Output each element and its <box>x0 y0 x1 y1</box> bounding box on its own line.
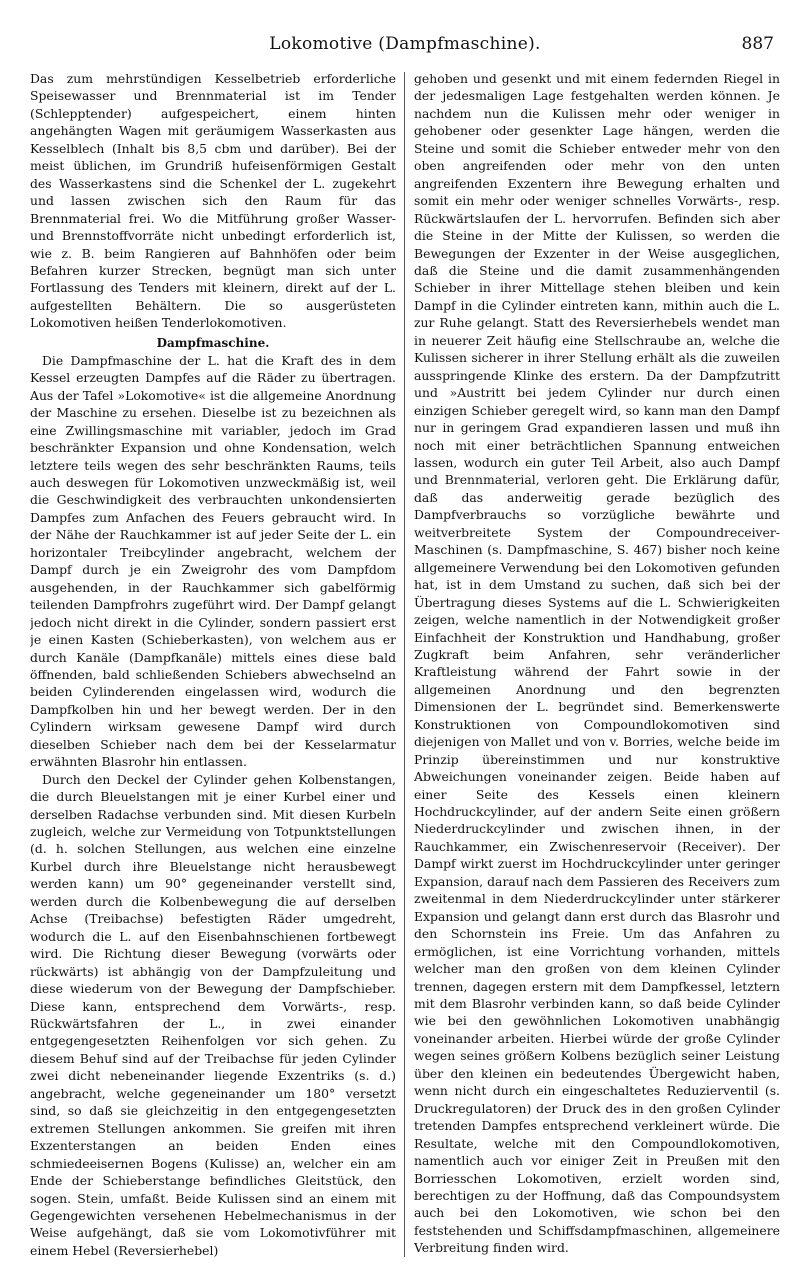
left-column <box>30 70 396 1260</box>
page-title: Lokomotive (Dampfmaschine). <box>269 34 541 54</box>
column-divider <box>404 72 405 1257</box>
paragraph: Das zum mehrstündigen Kesselbetrieb erforderliche Speisewasser und Brennmaterial ist im Tender (Schlepptender) aufgespeichert, einem hinten angehängten Wagen mit geräumigem Wasserkasten aus Kesselblech (Inhalt bis 8,5 cbm und darüber). Bei der meist üblichen, im Grundriß hufeisenförmigen Gestalt des Wasserkastens sind die Schenkel der L. zugekehrt und lassen zwischen sich den Raum für das Brennmaterial frei. Wo die Mitführung großer Wasser- und Brennstoffvorräte nicht unbedingt erforderlich ist, wie z. B. beim Rangieren auf Bahnhöfen oder beim Befahren kurzer Strecken, begnügt man sich unter Fortlassung des Tenders mit kleinern, direkt auf der L. aufgestellten Behältern. Die so ausgerüsteten Lokomotiven heißen Tenderlokomotiven. <box>30 71 396 331</box>
page-number: 887 <box>741 34 774 54</box>
paragraph: gehoben und gesenkt und mit einem federnden Riegel in der jedesmaligen Lage festgehalten werden können. Je nachdem nun die Kulissen mehr oder weniger in gehobener oder gesenkter Lage hängen, werden die Steine und somit die Schieber entweder mehr von den oben angreifenden oder mehr von den unten angreifenden Exzentern ihre Bewegung erhalten und somit ein mehr oder weniger schnelles Vorwärts-, resp. Rückwärtslaufen der L. hervorrufen. Befinden sich aber die Steine in der Mitte der Kulissen, so werden die Bewegungen der Exzenter in der Weise ausgeglichen, daß die Steine und die damit zusammenhängenden Schieber in ihrer Mittellage stehen bleiben und kein Dampf in die Cylinder eintreten kann, mithin auch die L. zur Ruhe gelangt. Statt des Reversierhebels wendet man in neuerer Zeit häufig eine Stellschraube an, welche die Kulissen sicherer in ihrer Stellung erhält als die zuweilen ausspringende Klinke des erstern. Da der Dampfzutritt und »Austritt bei jedem Cylinder nur durch einen einzigen Schieber geregelt wird, so kann man den Dampf nur in geringem Grad expandieren lassen und muß ihn noch mit einer beträchtlichen Spannung entweichen lassen, wodurch ein guter Teil Arbeit, also auch Dampf und Brennmaterial, verloren geht. Die Erklärung dafür, daß das anderweitig gerade bezüglich des Dampfverbrauchs so vorzügliche bewährte und weitverbreitete System der Compoundreceiver-Maschinen (s. Dampfmaschine, S. 467) bisher noch keine allgemeinere Verwendung bei den Lokomotiven gefunden hat, ist in dem Umstand zu suchen, daß sich bei der Übertragung dieses Systems auf die L. Schwierigkeiten zeigen, welche namentlich in der Notwendigkeit großer Einfachheit der Konstruktion und Handhabung, großer Zugkraft beim Anfahren, sehr veränderlicher Kraftleistung während der Fahrt sowie in der allgemeinen Anordnung und den begrenzten Dimensionen der L. begründet sind. Bemerkenswerte Konstruktionen von Compoundlokomotiven sind diejenigen von Mallet und von v. Borries, welche beide im Prinzip übereinstimmen und nur konstruktive Abweichungen voneinander zeigen. Beide haben auf einer Seite des Kessels einen kleinern Hochdruckcylinder, auf der andern Seite einen größern Niederdruckcylinder und zwischen ihnen, in der Rauchkammer, ein Zwischenreservoir (Receiver). Der Dampf wirkt zuerst im Hochdruckcylinder unter geringer Expansion, darauf nach dem Passieren des Receivers zum zweitenmal in dem Niederdruckcylinder unter stärkerer Expansion und gelangt dann erst durch das Blasrohr und den Schornstein ins Freie. Um das Anfahren zu ermöglichen, ist eine Vorrichtung vorhanden, mittels welcher man den großen von dem kleinen Cylinder trennen, dagegen erstern mit dem Dampfkessel, letztern mit dem Blasrohr verbinden kann, so daß beide Cylinder wie bei den gewöhnlichen Lokomotiven unabhängig voneinander arbeiten. Hierbei würde der große Cylinder wegen seines größern Kolbens bezüglich seiner Leistung über den kleinen ein bedeutendes Übergewicht haben, wenn nicht durch ein eingeschaltetes Reduzierventil (s. Druckregulatoren) der Druck des in den großen Cylinder tretenden Dampfes entsprechend verkleinert würde. Die Resultate, welche mit den Compoundlokomotiven, namentlich auch vor einiger Zeit in Preußen mit den Borriesschen Lokomotiven, erzielt worden sind, berechtigen zu der Hoffnung, daß das Compoundsystem auch bei den Lokomotiven, wie schon bei den feststehenden und Schiffsdampfmaschinen, allgemeinere Verbreitung finden wird. <box>414 71 780 1256</box>
paragraph: Durch den Deckel der Cylinder gehen Kolbenstangen, die durch Bleuelstangen mit je einer Kurbel einer und derselben Radachse verbunden sind. Mit diesen Kurbeln zugleich, welche zur Vermeidung von Totpunktstellungen (d. h. solchen Stellungen, aus welchen eine einzelne Kurbel durch ihre Bleuelstange nicht herausbewegt werden kann) um 90° gegeneinander verstellt sind, werden durch die Kolbenbewegung die auf derselben Achse (Treibachse) befestigten Räder umgedreht, wodurch die L. auf den Eisenbahnschienen fortbewegt wird. Die Richtung dieser Bewegung (vorwärts oder rückwärts) ist abhängig von der Dampfzuleitung und diese wiederum von der Bewegung der Dampfschieber. Diese kann, entsprechend dem Vorwärts-, resp. Rückwärtsfahren der L., in zwei einander entgegengesetzten Reihenfolgen vor sich gehen. Zu diesem Behuf sind auf der Treibachse für jeden Cylinder zwei dicht nebeneinander liegende Exzentriks (s. d.) angebracht, welche gegeneinander um 180° versetzt sind, so daß sie gleichzeitig in den entgegengesetzten extremen Stellungen ankommen. Sie greifen mit ihren Exzenterstangen an beiden Enden eines schmiedeeisernen Bogens (Kulisse) an, welcher ein am Ende der Schieberstange befindliches Gleitstück, den sogen. Stein, umfaßt. Beide Kulissen sind an einem mit Gegengewichten versehenen Hebelmechanismus in der Weise aufgehängt, daß sie vom Lokomotivführer mit einem Hebel (Reversierhebel) <box>30 771 396 1258</box>
right-column <box>414 70 780 1260</box>
section-heading: Dampfmaschine. <box>156 335 270 350</box>
running-head <box>30 34 780 60</box>
two-column-body <box>30 70 780 1260</box>
paragraph: Die Dampfmaschine der L. hat die Kraft des in dem Kessel erzeugten Dampfes auf die Räder zu übertragen. Aus der Tafel »Lokomotive« ist die allgemeine Anordnung der Maschine zu ersehen. Dieselbe ist zu bezeichnen als eine Zwillingsmaschine mit variabler, jedoch im Grad beschränkter Expansion und ohne Kondensation, welch letztere teils wegen des sehr beschränkten Raums, teils auch deswegen für Lokomotiven unzweckmäßig ist, weil die Geschwindigkeit des verbrauchten unkondensierten Dampfes zum Anfachen des Feuers gebraucht wird. In der Nähe der Rauchkammer ist auf jeder Seite der L. ein horizontaler Treibcylinder angebracht, welchem der Dampf durch je ein Zweigrohr des vom Dampfdom ausgehenden, in der Rauchkammer sich gabelförmig teilenden Dampfrohrs zugeführt wird. Der Dampf gelangt jedoch nicht direkt in die Cylinder, sondern passiert erst je einen Kasten (Schieberkasten), von welchem aus er durch Kanäle (Dampfkanäle) mittels eines diese bald öffnenden, bald schließenden Schiebers abwechselnd an beiden Cylinderenden eingelassen wird, wodurch die Dampfkolben hin und her bewegt werden. Der in den Cylindern wirksam gewesene Dampf wird durch dieselben Schieber nach dem bei der Kesselarmatur erwähnten Blasrohr hin entlassen. <box>30 352 396 770</box>
